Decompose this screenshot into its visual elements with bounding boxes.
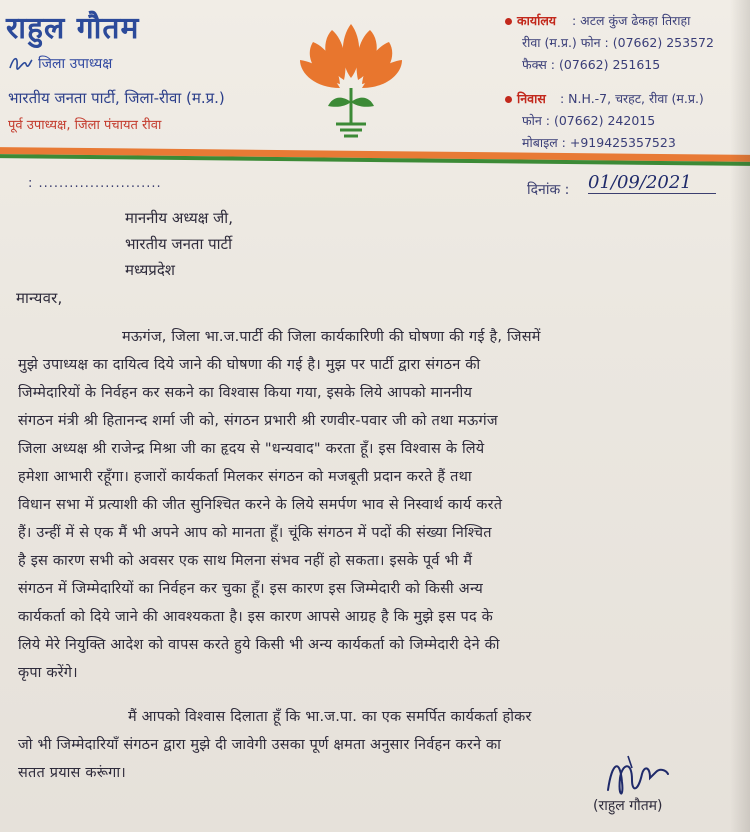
body-line: लिये मेरे नियुक्ति आदेश को वापस करते हुये किसी भी अन्य कार्यकर्ता को जिम्मेदारी देने की	[18, 637, 500, 653]
closing-line: जो भी जिम्मेदारियाँ संगठन द्वारा मुझे दी जावेगी उसका पूर्ण क्षमता अनुसार निर्वहन करने का	[18, 737, 502, 753]
page-edge-shadow	[730, 0, 750, 832]
body-line: जिला अध्यक्ष श्री राजेन्द्र मिश्रा जी का हृदय से "धन्यवाद" करता हूँ। इस विश्वास के लिये	[18, 441, 485, 457]
date-value: 01/09/2021	[588, 172, 716, 194]
office-label: कार्यालय	[505, 12, 556, 29]
addressee-line: मध्यप्रदेश	[125, 261, 176, 279]
signature-name: (राहुल गौतम)	[593, 798, 663, 814]
body-line: कार्यकर्ता को दिये जाने की आवश्यकता है। इस कारण आपसे आग्रह है कि मुझे इस पद के	[18, 609, 494, 625]
letterhead-post: पूर्व उपाध्यक्ष, जिला पंचायत रीवा	[8, 118, 162, 133]
body-line: है इस कारण सभी को अवसर एक साथ मिलना संभव नहीं हो सकता। इसके पूर्व भी मैं	[18, 553, 473, 569]
body-line: मऊगंज, जिला भा.ज.पार्टी की जिला कार्यकारिणी की घोषणा की गई है, जिसमें	[122, 329, 541, 345]
body-line: हमेशा आभारी रहूँगा। हजारों कार्यकर्ता मिलकर संगठन को मजबूती प्रदान करते हैं तथा	[18, 469, 472, 485]
body-line: संगठन मंत्री श्री हितानन्द शर्मा जी को, संगठन प्रभारी श्री रणवीर-पवार जी को तथा मऊगंज	[18, 413, 498, 429]
letterhead-name: राहुल गौतम	[6, 11, 140, 46]
office-fax: फैक्स : (07662) 251615	[522, 57, 661, 72]
small-signature-icon	[8, 52, 34, 74]
body-line: मुझे उपाध्यक्ष का दायित्व दिये जाने की घोषणा की गई है। मुझ पर पार्टी द्वारा संगठन की	[18, 357, 481, 373]
letterhead	[0, 0, 750, 160]
lotus-icon	[296, 16, 406, 142]
residence-address: : N.H.-7, चरहट, रीवा (म.प्र.)	[560, 91, 704, 106]
bullet-icon	[505, 18, 512, 25]
date-label: दिनांक :	[527, 182, 570, 198]
letterhead-title: जिला उपाध्यक्ष	[38, 56, 113, 72]
reference-line: : ........................	[28, 176, 162, 191]
closing-line: सतत प्रयास करूंगा।	[18, 765, 126, 781]
body-line: हैं। उन्हीं में से एक मैं भी अपने आप को मानता हूँ। चूंकि संगठन में पदों की संख्या निश्चित	[18, 525, 492, 541]
letterhead-party: भारतीय जनता पार्टी, जिला-रीवा (म.प्र.)	[8, 89, 225, 107]
body-line: संगठन में जिम्मेदारियों का निर्वहन कर चुका हूँ। इस कारण इस जिम्मेदारी को किसी अन्य	[18, 581, 484, 597]
body-line: कृपा करेंगे।	[18, 665, 78, 681]
addressee-line: भारतीय जनता पार्टी	[125, 235, 232, 253]
residence-label: निवास	[505, 90, 546, 107]
closing-line: मैं आपको विश्वास दिलाता हूँ कि भा.ज.पा. का एक समर्पित कार्यकर्ता होकर	[128, 709, 532, 725]
body-line: जिम्मेदारियों के निर्वहन कर सकने का विश्वास किया गया, इसके लिये आपको माननीय	[18, 385, 473, 401]
salutation: मान्यवर,	[16, 289, 63, 307]
office-phone: रीवा (म.प्र.) फोन : (07662) 253572	[522, 35, 714, 50]
addressee-line: माननीय अध्यक्ष जी,	[125, 209, 233, 227]
office-address: : अटल कुंज ढेकहा तिराहा	[572, 13, 691, 28]
body-line: विधान सभा में प्रत्याशी की जीत सुनिश्चित करने के लिये समर्पण भाव से निस्वार्थ कार्य करते	[18, 497, 503, 513]
bullet-icon	[505, 96, 512, 103]
residence-phone: फोन : (07662) 242015	[522, 113, 656, 128]
residence-mobile: मोबाइल : +919425357523	[522, 135, 676, 150]
